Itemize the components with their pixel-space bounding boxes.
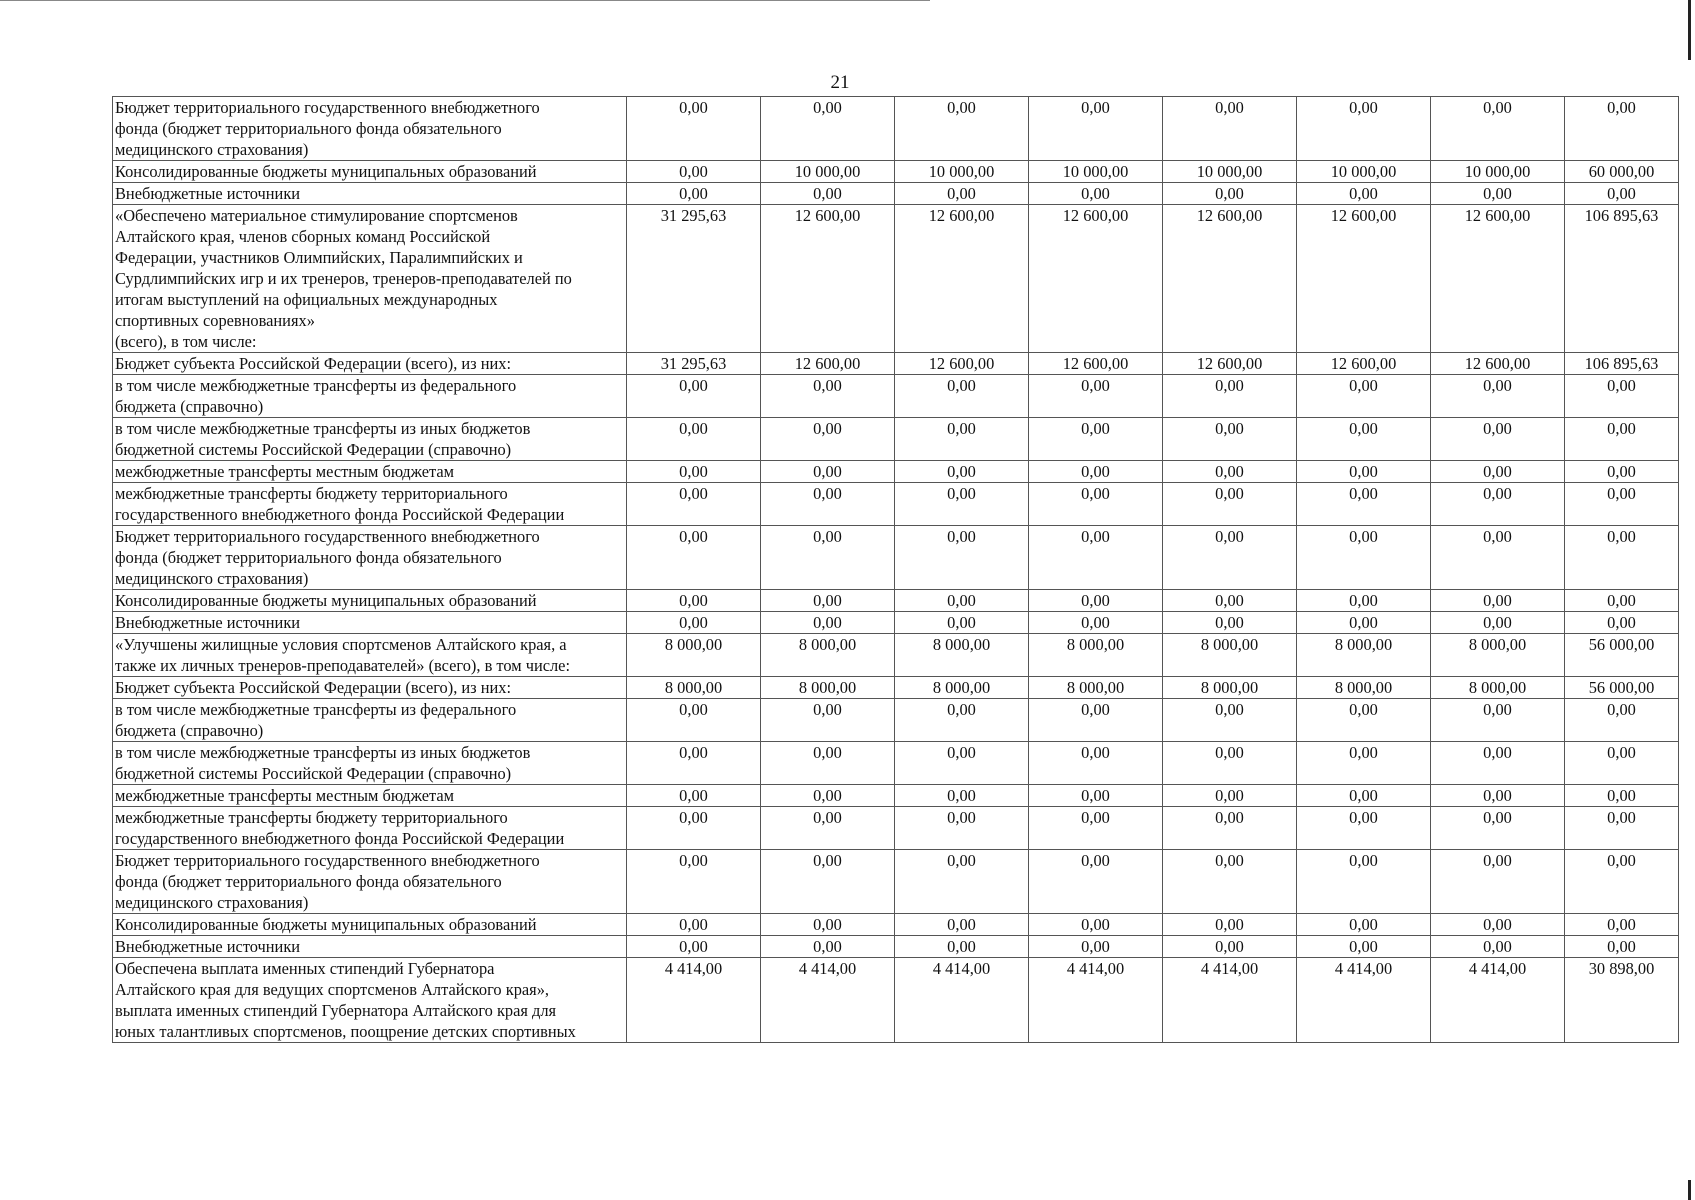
row-year-value: 0,00 (895, 785, 1029, 807)
row-year-value: 0,00 (627, 785, 761, 807)
row-year-value: 0,00 (895, 418, 1029, 461)
row-year-value: 0,00 (627, 807, 761, 850)
row-year-value: 0,00 (1297, 914, 1431, 936)
row-label: «Улучшены жилищные условия спортсменов Алтайского края, а также их личных тренеров-преподавателей» (всего), в том числе: (113, 634, 627, 677)
row-year-value: 12 600,00 (895, 353, 1029, 375)
row-year-value: 0,00 (1431, 807, 1565, 850)
row-year-value: 0,00 (895, 183, 1029, 205)
row-label: межбюджетные трансферты бюджету территориального государственного внебюджетного фонда Российской Федерации (113, 483, 627, 526)
row-year-value: 0,00 (1297, 699, 1431, 742)
table-row (113, 205, 1679, 353)
row-year-value: 0,00 (1163, 483, 1297, 526)
row-year-value: 0,00 (1297, 461, 1431, 483)
row-year-value: 0,00 (627, 936, 761, 958)
row-total-value: 0,00 (1565, 183, 1679, 205)
row-year-value: 0,00 (1297, 612, 1431, 634)
row-year-value: 0,00 (627, 183, 761, 205)
row-year-value: 10 000,00 (1163, 161, 1297, 183)
row-year-value: 0,00 (627, 850, 761, 914)
row-label: Внебюджетные источники (113, 936, 627, 958)
table-row (113, 850, 1679, 914)
row-year-value: 0,00 (1297, 590, 1431, 612)
row-year-value: 8 000,00 (1297, 634, 1431, 677)
row-year-value: 8 000,00 (1029, 634, 1163, 677)
row-year-value: 0,00 (895, 807, 1029, 850)
row-year-value: 0,00 (761, 785, 895, 807)
table-row (113, 526, 1679, 590)
row-total-value: 0,00 (1565, 914, 1679, 936)
row-year-value: 0,00 (895, 483, 1029, 526)
row-year-value: 0,00 (1431, 914, 1565, 936)
row-total-value: 0,00 (1565, 785, 1679, 807)
row-year-value: 0,00 (1029, 742, 1163, 785)
row-year-value: 0,00 (627, 161, 761, 183)
row-year-value: 0,00 (627, 418, 761, 461)
row-year-value: 12 600,00 (895, 205, 1029, 353)
row-year-value: 0,00 (1163, 418, 1297, 461)
row-year-value: 0,00 (1297, 850, 1431, 914)
row-year-value: 8 000,00 (1431, 634, 1565, 677)
row-year-value: 0,00 (1163, 461, 1297, 483)
scan-edge-mark (1688, 1180, 1691, 1200)
row-year-value: 0,00 (761, 97, 895, 161)
table-row (113, 634, 1679, 677)
table-row (113, 375, 1679, 418)
row-year-value: 0,00 (895, 914, 1029, 936)
row-year-value: 0,00 (761, 850, 895, 914)
row-year-value: 0,00 (895, 461, 1029, 483)
row-total-value: 0,00 (1565, 461, 1679, 483)
row-year-value: 0,00 (895, 699, 1029, 742)
row-year-value: 0,00 (1029, 785, 1163, 807)
row-year-value: 8 000,00 (895, 634, 1029, 677)
row-year-value: 0,00 (1163, 785, 1297, 807)
row-year-value: 0,00 (1431, 183, 1565, 205)
row-year-value: 4 414,00 (895, 958, 1029, 1043)
row-year-value: 0,00 (1029, 590, 1163, 612)
row-year-value: 0,00 (1163, 936, 1297, 958)
row-year-value: 0,00 (1297, 183, 1431, 205)
scan-top-rule (0, 0, 930, 1)
row-year-value: 0,00 (1029, 97, 1163, 161)
row-year-value: 10 000,00 (761, 161, 895, 183)
row-label: в том числе межбюджетные трансферты из федерального бюджета (справочно) (113, 699, 627, 742)
table-row (113, 461, 1679, 483)
row-year-value: 4 414,00 (1297, 958, 1431, 1043)
row-year-value: 0,00 (627, 526, 761, 590)
row-year-value: 31 295,63 (627, 205, 761, 353)
row-year-value: 8 000,00 (761, 677, 895, 699)
row-year-value: 0,00 (761, 699, 895, 742)
row-year-value: 0,00 (761, 418, 895, 461)
row-total-value: 0,00 (1565, 850, 1679, 914)
row-year-value: 10 000,00 (1431, 161, 1565, 183)
row-total-value: 30 898,00 (1565, 958, 1679, 1043)
row-year-value: 0,00 (627, 742, 761, 785)
row-year-value: 0,00 (761, 183, 895, 205)
row-year-value: 10 000,00 (1029, 161, 1163, 183)
row-year-value: 0,00 (1163, 914, 1297, 936)
row-label: «Обеспечено материальное стимулирование спортсменов Алтайского края, членов сборных команд Российской Федерации, участников Олимпийских, Паралимпийских и Сурдлимпийских игр и их тренеров, тренеров-преподавателей по итогам выступлений на официальных международных спортивных соревнованиях» (всего), в том числе: (113, 205, 627, 353)
table-row (113, 353, 1679, 375)
row-total-value: 0,00 (1565, 699, 1679, 742)
row-year-value: 0,00 (1029, 612, 1163, 634)
row-year-value: 0,00 (1029, 936, 1163, 958)
row-year-value: 4 414,00 (1163, 958, 1297, 1043)
row-year-value: 0,00 (627, 375, 761, 418)
table-row (113, 590, 1679, 612)
row-label: Обеспечена выплата именных стипендий Губернатора Алтайского края для ведущих спортсменов Алтайского края», выплата именных стипендий Губернатора Алтайского края для юных талантливых спортсменов, поощрение детских спортивных (113, 958, 627, 1043)
row-year-value: 31 295,63 (627, 353, 761, 375)
row-year-value: 0,00 (1029, 526, 1163, 590)
row-label: Бюджет территориального государственного внебюджетного фонда (бюджет территориального фонда обязательного медицинского страхования) (113, 526, 627, 590)
row-label: Внебюджетные источники (113, 612, 627, 634)
row-year-value: 0,00 (895, 375, 1029, 418)
row-year-value: 0,00 (895, 936, 1029, 958)
row-total-value: 0,00 (1565, 936, 1679, 958)
row-year-value: 0,00 (627, 590, 761, 612)
row-year-value: 0,00 (1163, 526, 1297, 590)
row-year-value: 0,00 (627, 612, 761, 634)
row-year-value: 0,00 (627, 461, 761, 483)
row-year-value: 12 600,00 (1029, 205, 1163, 353)
row-year-value: 0,00 (1029, 850, 1163, 914)
row-year-value: 12 600,00 (1431, 353, 1565, 375)
row-total-value: 0,00 (1565, 590, 1679, 612)
scan-edge-mark (1688, 0, 1691, 60)
row-year-value: 0,00 (1297, 742, 1431, 785)
row-year-value: 12 600,00 (1163, 353, 1297, 375)
row-year-value: 10 000,00 (895, 161, 1029, 183)
row-year-value: 0,00 (1029, 699, 1163, 742)
row-year-value: 0,00 (761, 807, 895, 850)
row-year-value: 4 414,00 (1431, 958, 1565, 1043)
row-year-value: 0,00 (895, 526, 1029, 590)
row-year-value: 12 600,00 (761, 205, 895, 353)
row-year-value: 0,00 (1431, 699, 1565, 742)
row-label: в том числе межбюджетные трансферты из федерального бюджета (справочно) (113, 375, 627, 418)
table-row (113, 183, 1679, 205)
row-total-value: 0,00 (1565, 612, 1679, 634)
row-total-value: 60 000,00 (1565, 161, 1679, 183)
row-year-value: 0,00 (627, 97, 761, 161)
row-year-value: 4 414,00 (761, 958, 895, 1043)
row-year-value: 0,00 (1029, 483, 1163, 526)
row-year-value: 0,00 (1297, 936, 1431, 958)
row-year-value: 8 000,00 (1163, 677, 1297, 699)
row-year-value: 8 000,00 (627, 634, 761, 677)
table-row (113, 483, 1679, 526)
row-year-value: 0,00 (1431, 97, 1565, 161)
row-year-value: 0,00 (1431, 785, 1565, 807)
row-label: Бюджет субъекта Российской Федерации (всего), из них: (113, 353, 627, 375)
row-year-value: 0,00 (1431, 483, 1565, 526)
row-year-value: 8 000,00 (627, 677, 761, 699)
row-year-value: 0,00 (1029, 418, 1163, 461)
row-year-value: 4 414,00 (1029, 958, 1163, 1043)
row-year-value: 0,00 (1297, 785, 1431, 807)
row-year-value: 0,00 (1163, 97, 1297, 161)
page-number: 21 (830, 72, 850, 93)
row-year-value: 0,00 (1163, 590, 1297, 612)
row-label: Консолидированные бюджеты муниципальных образований (113, 590, 627, 612)
table-row (113, 677, 1679, 699)
row-year-value: 0,00 (1297, 526, 1431, 590)
row-year-value: 0,00 (1163, 183, 1297, 205)
row-total-value: 0,00 (1565, 807, 1679, 850)
row-year-value: 0,00 (1431, 526, 1565, 590)
row-year-value: 0,00 (1431, 936, 1565, 958)
table-row (113, 936, 1679, 958)
row-year-value: 0,00 (761, 461, 895, 483)
table-row (113, 807, 1679, 850)
row-label: Бюджет территориального государственного внебюджетного фонда (бюджет территориального фонда обязательного медицинского страхования) (113, 850, 627, 914)
row-label: межбюджетные трансферты местным бюджетам (113, 461, 627, 483)
table-row (113, 612, 1679, 634)
row-year-value: 0,00 (761, 914, 895, 936)
row-year-value: 0,00 (761, 590, 895, 612)
row-year-value: 8 000,00 (761, 634, 895, 677)
row-total-value: 0,00 (1565, 418, 1679, 461)
row-year-value: 0,00 (895, 850, 1029, 914)
table-row (113, 418, 1679, 461)
row-label: Бюджет территориального государственного внебюджетного фонда (бюджет территориального фонда обязательного медицинского страхования) (113, 97, 627, 161)
row-year-value: 0,00 (761, 936, 895, 958)
row-total-value: 0,00 (1565, 375, 1679, 418)
row-total-value: 56 000,00 (1565, 634, 1679, 677)
row-label: в том числе межбюджетные трансферты из иных бюджетов бюджетной системы Российской Федерации (справочно) (113, 418, 627, 461)
row-total-value: 0,00 (1565, 97, 1679, 161)
table-row (113, 785, 1679, 807)
table-row (113, 97, 1679, 161)
row-year-value: 0,00 (895, 590, 1029, 612)
row-year-value: 0,00 (1029, 807, 1163, 850)
row-year-value: 0,00 (1431, 850, 1565, 914)
row-year-value: 0,00 (1029, 183, 1163, 205)
row-year-value: 0,00 (1431, 418, 1565, 461)
row-year-value: 0,00 (1297, 418, 1431, 461)
row-year-value: 0,00 (1029, 914, 1163, 936)
row-label: Бюджет субъекта Российской Федерации (всего), из них: (113, 677, 627, 699)
row-year-value: 0,00 (1163, 742, 1297, 785)
row-year-value: 0,00 (1297, 97, 1431, 161)
row-label: Внебюджетные источники (113, 183, 627, 205)
row-year-value: 0,00 (761, 483, 895, 526)
row-year-value: 0,00 (761, 742, 895, 785)
table-row (113, 742, 1679, 785)
table-row (113, 699, 1679, 742)
row-year-value: 0,00 (761, 526, 895, 590)
row-year-value: 8 000,00 (895, 677, 1029, 699)
row-year-value: 0,00 (895, 742, 1029, 785)
row-year-value: 0,00 (1029, 461, 1163, 483)
row-year-value: 0,00 (895, 97, 1029, 161)
row-year-value: 10 000,00 (1297, 161, 1431, 183)
row-year-value: 0,00 (1431, 590, 1565, 612)
row-year-value: 0,00 (627, 914, 761, 936)
table-row (113, 958, 1679, 1043)
row-year-value: 0,00 (761, 375, 895, 418)
row-year-value: 8 000,00 (1431, 677, 1565, 699)
budget-table (112, 96, 1679, 1043)
row-year-value: 12 600,00 (1297, 353, 1431, 375)
row-year-value: 0,00 (895, 612, 1029, 634)
row-year-value: 0,00 (1431, 742, 1565, 785)
row-year-value: 12 600,00 (1297, 205, 1431, 353)
row-year-value: 0,00 (1297, 807, 1431, 850)
row-label: межбюджетные трансферты местным бюджетам (113, 785, 627, 807)
row-year-value: 12 600,00 (1431, 205, 1565, 353)
row-year-value: 0,00 (627, 483, 761, 526)
row-year-value: 0,00 (1431, 375, 1565, 418)
row-year-value: 0,00 (761, 612, 895, 634)
row-total-value: 106 895,63 (1565, 205, 1679, 353)
row-total-value: 0,00 (1565, 526, 1679, 590)
table-row (113, 914, 1679, 936)
row-total-value: 106 895,63 (1565, 353, 1679, 375)
row-year-value: 4 414,00 (627, 958, 761, 1043)
row-year-value: 0,00 (1029, 375, 1163, 418)
row-label: Консолидированные бюджеты муниципальных образований (113, 914, 627, 936)
row-year-value: 0,00 (1163, 375, 1297, 418)
row-total-value: 0,00 (1565, 742, 1679, 785)
row-total-value: 56 000,00 (1565, 677, 1679, 699)
row-year-value: 0,00 (1431, 612, 1565, 634)
row-year-value: 12 600,00 (1163, 205, 1297, 353)
row-year-value: 0,00 (1431, 461, 1565, 483)
row-year-value: 12 600,00 (1029, 353, 1163, 375)
row-year-value: 8 000,00 (1297, 677, 1431, 699)
row-label: межбюджетные трансферты бюджету территориального государственного внебюджетного фонда Российской Федерации (113, 807, 627, 850)
row-year-value: 0,00 (1297, 375, 1431, 418)
row-label: Консолидированные бюджеты муниципальных образований (113, 161, 627, 183)
row-year-value: 0,00 (1297, 483, 1431, 526)
row-label: в том числе межбюджетные трансферты из иных бюджетов бюджетной системы Российской Федерации (справочно) (113, 742, 627, 785)
row-year-value: 0,00 (1163, 850, 1297, 914)
row-year-value: 0,00 (1163, 612, 1297, 634)
row-year-value: 0,00 (627, 699, 761, 742)
row-year-value: 0,00 (1163, 807, 1297, 850)
row-year-value: 8 000,00 (1029, 677, 1163, 699)
row-year-value: 12 600,00 (761, 353, 895, 375)
row-year-value: 0,00 (1163, 699, 1297, 742)
table-row (113, 161, 1679, 183)
row-total-value: 0,00 (1565, 483, 1679, 526)
row-year-value: 8 000,00 (1163, 634, 1297, 677)
